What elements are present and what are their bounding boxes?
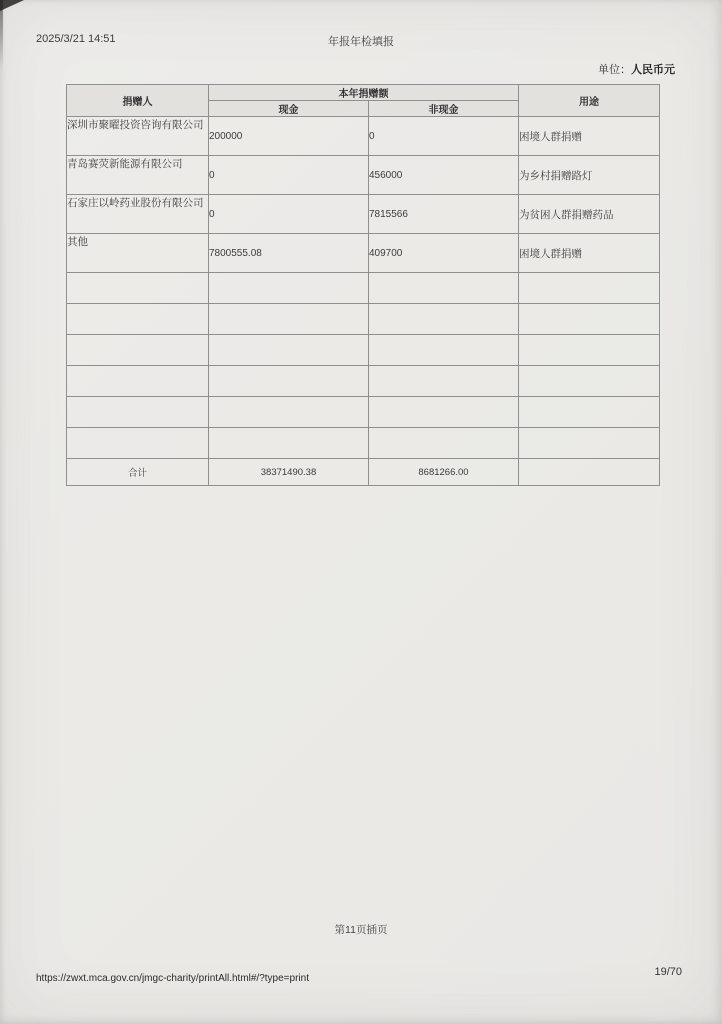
page-number: 19/70	[654, 966, 682, 978]
empty-cell	[519, 397, 660, 428]
unit-value: 人民币元	[631, 64, 675, 76]
empty-row	[67, 304, 660, 335]
col-header-purpose: 用途	[519, 85, 660, 117]
total-row	[67, 459, 660, 486]
scan-corner-artifact	[0, 0, 24, 11]
non-cash-amount: 409700	[369, 234, 519, 273]
empty-cell	[519, 304, 660, 335]
currency-unit-line	[598, 61, 675, 77]
donor-name: 其他	[67, 234, 209, 273]
col-header-cash: 现金	[209, 101, 369, 117]
empty-row	[67, 273, 660, 304]
empty-cell	[209, 304, 369, 335]
empty-cell	[67, 304, 209, 335]
unit-label: 单位：	[598, 64, 631, 76]
donor-name: 青岛赛荧新能源有限公司	[67, 156, 209, 195]
total-label: 合计	[67, 459, 209, 486]
insert-page-label: 第11页插页	[334, 924, 388, 936]
empty-cell	[369, 273, 519, 304]
empty-cell	[519, 273, 660, 304]
empty-cell	[369, 366, 519, 397]
total-cash: 38371490.38	[209, 459, 369, 486]
cash-amount: 0	[209, 156, 369, 195]
donor-name: 石家庄以岭药业股份有限公司	[67, 195, 209, 234]
non-cash-amount: 7815566	[369, 195, 519, 234]
empty-cell	[519, 428, 660, 459]
empty-cell	[67, 397, 209, 428]
empty-cell	[67, 366, 209, 397]
empty-cell	[67, 273, 209, 304]
print-timestamp: 2025/3/21 14:51	[36, 33, 116, 45]
col-header-year-amount: 本年捐赠额	[209, 85, 519, 101]
footer-url: https://zwxt.mca.gov.cn/jmgc-charity/printAll.html#/?type=print	[36, 973, 309, 984]
total-non-cash: 8681266.00	[369, 459, 519, 486]
purpose-text: 为乡村捐赠路灯	[519, 156, 660, 195]
document-title: 年报年检填报	[328, 36, 394, 48]
col-header-donor: 捐赠人	[67, 85, 209, 117]
table-row	[67, 117, 660, 156]
cash-amount: 0	[209, 195, 369, 234]
empty-cell	[209, 397, 369, 428]
empty-cell	[369, 304, 519, 335]
cash-amount: 200000	[209, 117, 369, 156]
empty-row	[67, 397, 660, 428]
total-purpose	[519, 459, 660, 486]
empty-cell	[369, 397, 519, 428]
non-cash-amount: 0	[369, 117, 519, 156]
empty-cell	[369, 335, 519, 366]
cash-amount: 7800555.08	[209, 234, 369, 273]
donor-name: 深圳市聚曜投资咨询有限公司	[67, 117, 209, 156]
empty-cell	[209, 428, 369, 459]
empty-cell	[209, 273, 369, 304]
table-row	[67, 156, 660, 195]
non-cash-amount: 456000	[369, 156, 519, 195]
table-row	[67, 195, 660, 234]
table-row	[67, 234, 660, 273]
empty-cell	[519, 366, 660, 397]
empty-cell	[369, 428, 519, 459]
empty-cell	[67, 428, 209, 459]
col-header-non-cash: 非现金	[369, 101, 519, 117]
purpose-text: 困境人群捐赠	[519, 234, 660, 273]
purpose-text: 为贫困人群捐赠药品	[519, 195, 660, 234]
empty-cell	[519, 335, 660, 366]
donation-table	[66, 84, 660, 486]
empty-row	[67, 366, 660, 397]
empty-cell	[209, 335, 369, 366]
empty-row	[67, 335, 660, 366]
empty-cell	[67, 335, 209, 366]
purpose-text: 困境人群捐赠	[519, 117, 660, 156]
table-header-row-1	[67, 85, 660, 101]
empty-cell	[209, 366, 369, 397]
empty-row	[67, 428, 660, 459]
